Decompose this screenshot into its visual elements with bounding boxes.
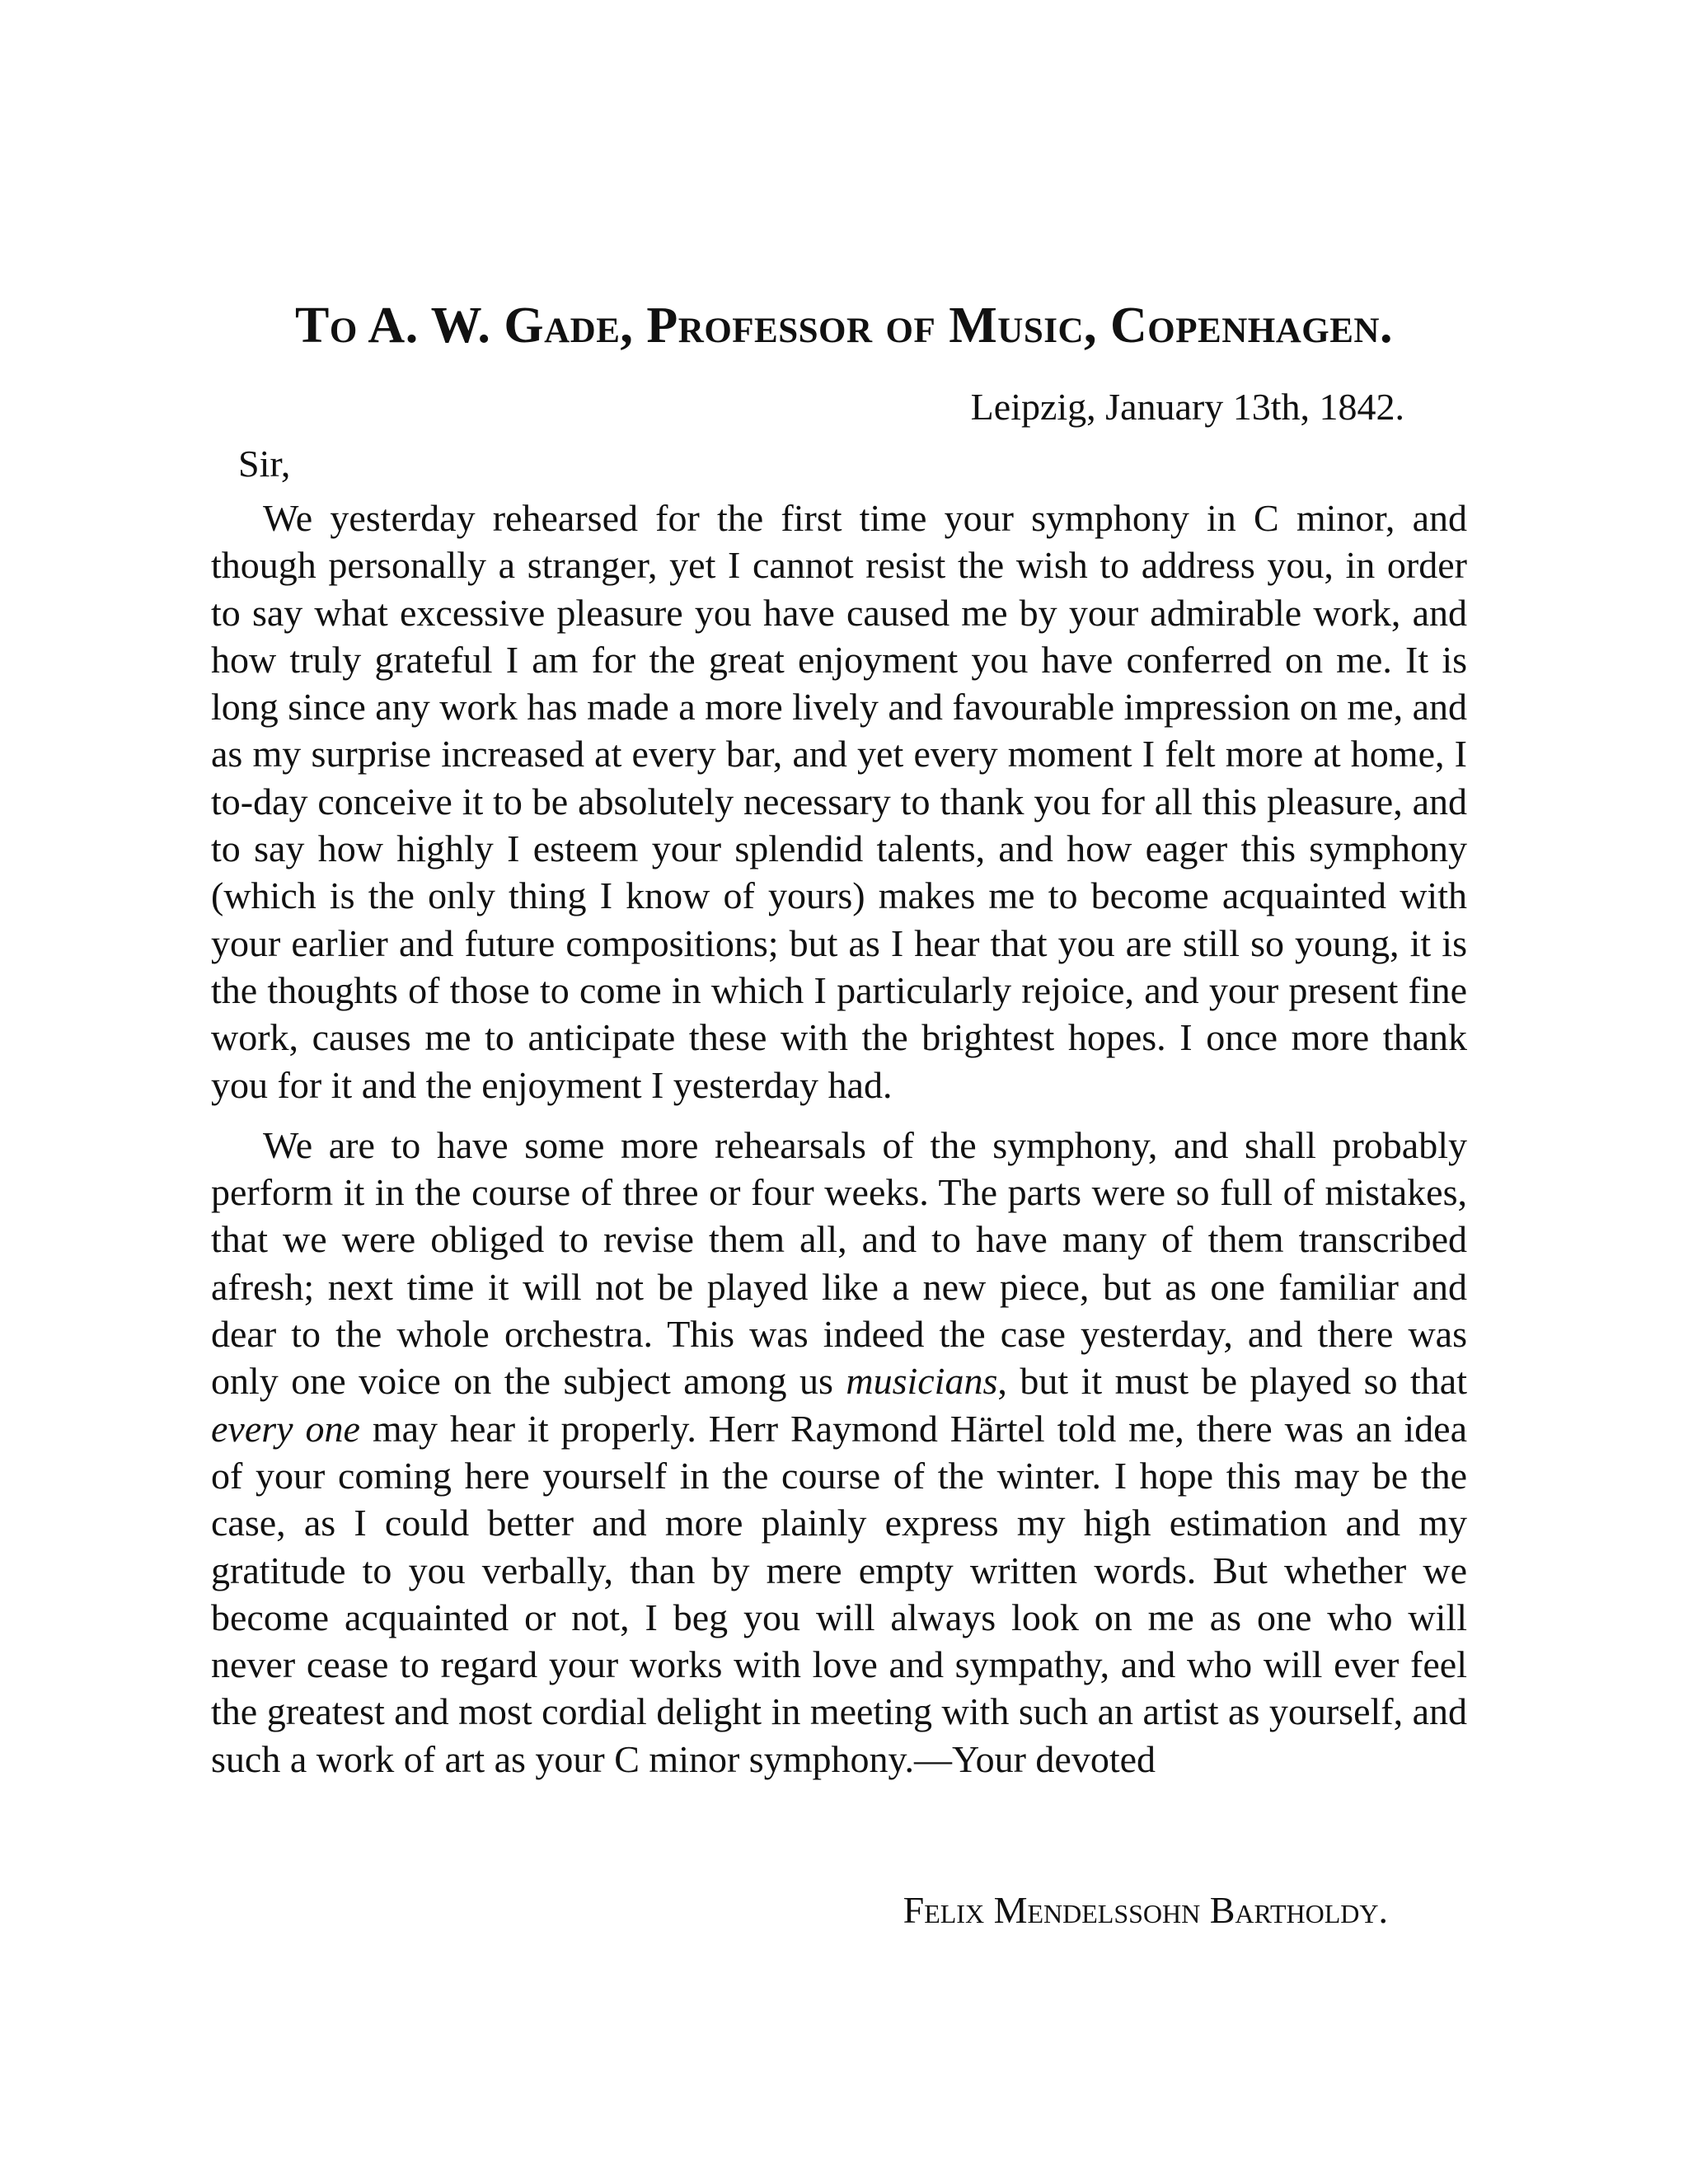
- paragraph-2-text-part-1: We are to have some more rehearsals of the symphony, and shall probably perform it in the course of three or four weeks. The parts were so full of mistakes, that we were obliged to revise them all, and to have many of them transcribed afresh; next time it will not be played like a new piece, but as one familiar and dear to the whole orchestra. This was indeed the case yesterday, and there was only one voice on the subject among us: [211, 1123, 1467, 1403]
- letter-salutation: Sir,: [238, 443, 291, 485]
- paragraph-2-text-part-3: may hear it properly. Herr Raymond Härtel told me, there was an idea of your coming here yourself in the course of the winter. I hope this may be the case, as I could better and more plainly express my high estimation and my gratitude to you verbally, than by mere empty written words. But whether we become acquainted or not, I beg you will always look on me as one who will never cease to regard your works with love and sympathy, and who will ever feel the greatest and most cordial delight in meeting with such an artist as yourself, and such a work of art as your C minor symphony.—Your devoted: [211, 1407, 1467, 1780]
- letter-body: [211, 494, 1467, 1783]
- letter-dateline: Leipzig, January 13th, 1842.: [970, 386, 1404, 428]
- paragraph-2-text-part-2: , but it must be played so that: [997, 1360, 1467, 1403]
- letter-paragraph-2: [211, 1122, 1467, 1783]
- letter-heading: To A. W. Gade, Professor of Music, Copenhagen.: [295, 298, 1393, 354]
- emphasis-every-one: every one: [211, 1407, 360, 1450]
- letter-signature: Felix Mendelssohn Bartholdy.: [903, 1889, 1388, 1931]
- emphasis-musicians: musicians: [846, 1360, 998, 1403]
- letter-paragraph-1: We yesterday rehearsed for the first time your symphony in C minor, and though personally a stranger, yet I cannot resist the wish to address you, in order to say what excessive pleasure you have caused me by your admirable work, and how truly grateful I am for the great enjoyment you have conferred on me. It is long since any work has made a more lively and favourable impression on me, and as my surprise increased at every bar, and yet every moment I felt more at home, I to-day conceive it to be absolutely necessary to thank you for all this pleasure, and to say how highly I esteem your splendid talents, and how eager this symphony (which is the only thing I know of yours) makes me to become acquainted with your earlier and future compositions; but as I hear that you are still so young, it is the thoughts of those to come in which I particularly rejoice, and your present fine work, causes me to anticipate these with the brightest hopes. I once more thank you for it and the enjoyment I yesterday had.: [211, 497, 1467, 1106]
